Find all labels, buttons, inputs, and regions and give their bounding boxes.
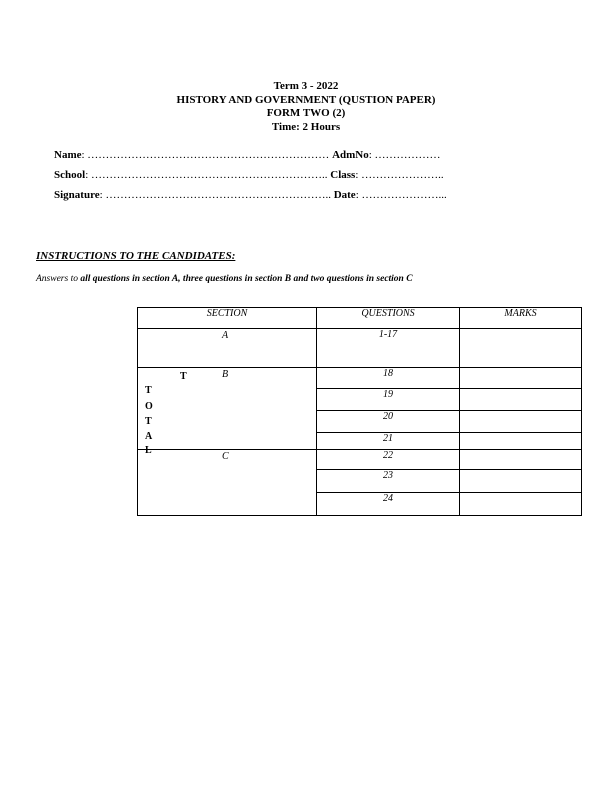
marks-table [137,307,582,516]
total-letter: T [145,416,152,427]
form-line: FORM TWO (2) [266,107,346,119]
header-marks: MARKS [460,308,582,329]
instructions-prefix: Answers to [36,274,81,284]
section-b-cell [138,368,317,450]
section-c-label: C [222,451,229,462]
question-cell: 18 [317,368,460,389]
marks-cell[interactable] [460,450,582,470]
section-b-label: B [222,369,229,380]
class-label: Class [330,169,356,181]
instructions-bold: all questions in section A, three questions in section B and two questions in section C [80,274,413,284]
table-row [138,368,582,389]
class-field[interactable]: : ………………….. [355,169,444,181]
section-a-cell [138,329,317,368]
date-label: Date [333,189,356,201]
question-cell: 21 [317,433,460,450]
table-header-row [138,308,582,329]
marks-cell[interactable] [460,433,582,450]
marks-cell[interactable] [460,329,582,368]
header-questions: QUESTIONS [317,308,460,329]
subject-title: HISTORY AND GOVERNMENT (QUSTION PAPER) [176,93,436,106]
total-letter: O [145,401,153,412]
school-field[interactable]: : ……………………………………………………….. [85,169,328,181]
paper-header [0,80,612,134]
question-cell: 24 [317,493,460,516]
question-cell: 20 [317,411,460,433]
school-row [54,169,444,181]
school-label: School [54,169,86,181]
total-letter: T [145,385,152,396]
instructions-text [36,274,413,284]
signature-field[interactable]: : …………………………………………………….. [99,189,331,201]
name-field[interactable]: : ………………………………………………………… [81,149,330,161]
table-row [138,450,582,470]
question-cell: 1-17 [317,329,460,368]
name-row [54,149,441,161]
header-section: SECTION [138,308,317,329]
table-row [138,329,582,368]
marks-cell[interactable] [460,470,582,493]
section-a-label: A [222,330,229,341]
signature-row [54,189,447,201]
section-c-cell [138,450,317,516]
instructions-title: INSTRUCTIONS TO THE CANDIDATES: [36,250,236,262]
term-line: Term 3 - 2022 [273,80,339,92]
total-letter: L [145,445,152,456]
marks-cell[interactable] [460,389,582,411]
admno-label: AdmNo [332,149,369,161]
admno-field[interactable]: : ……………… [368,149,441,161]
question-cell: 19 [317,389,460,411]
name-label: Name [54,149,82,161]
time-line: Time: 2 Hours [271,120,341,133]
total-letter: T [180,371,187,382]
marks-cell[interactable] [460,411,582,433]
signature-label: Signature [54,189,100,201]
date-field[interactable]: : …………………... [355,189,447,201]
question-cell: 23 [317,470,460,493]
question-cell: 22 [317,450,460,470]
total-letter: A [145,431,153,442]
marks-cell[interactable] [460,368,582,389]
marks-cell[interactable] [460,493,582,516]
